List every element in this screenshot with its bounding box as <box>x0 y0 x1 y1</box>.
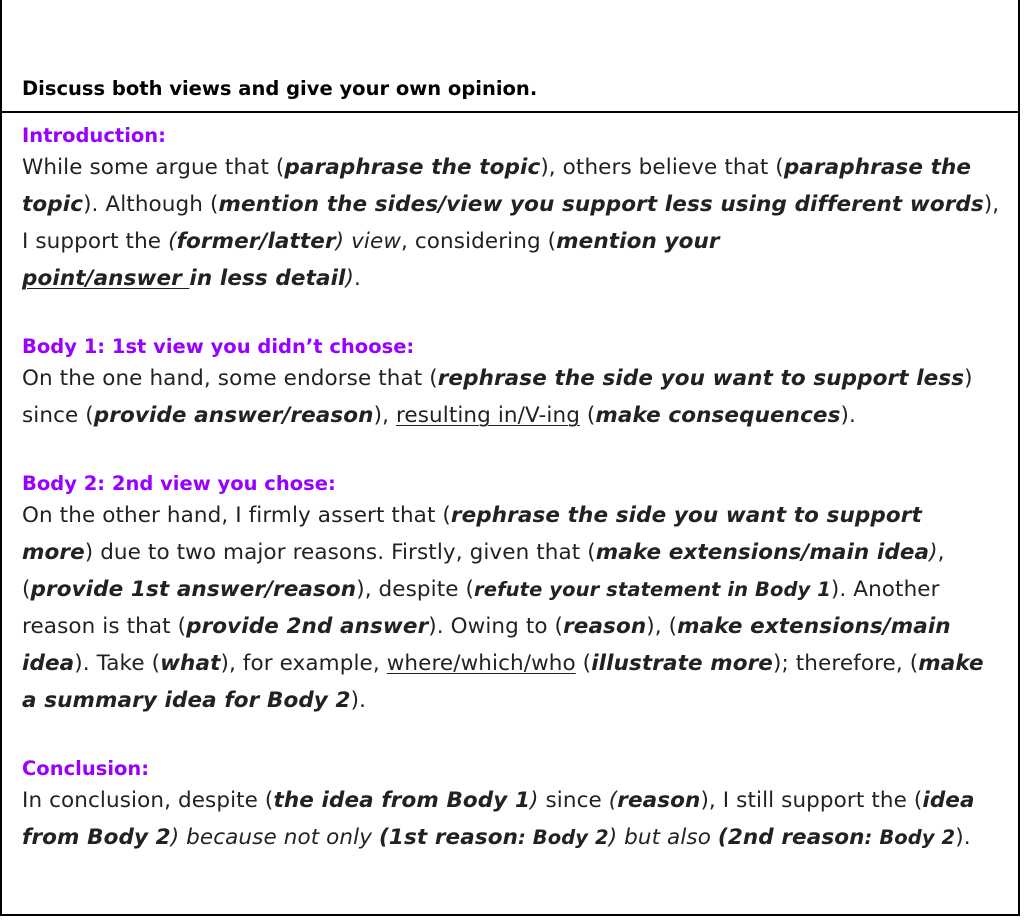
intro-placeholder-2: paraphrase the topic <box>22 155 972 217</box>
intro-placeholder-6: in less detail <box>189 266 346 291</box>
intro-italic-3: ) <box>345 266 355 291</box>
body2-text-1: On the other hand, I firmly assert that ( <box>22 503 451 528</box>
body2-placeholder-2: make extensions/main idea <box>595 540 930 565</box>
intro-italic-2: ) view <box>335 229 402 254</box>
conclusion-text-3: ), I still support the ( <box>700 788 923 813</box>
intro-placeholder-4: former/latter <box>176 229 336 254</box>
body2-text-4: ), despite ( <box>356 577 475 602</box>
intro-italic-1: ( <box>168 229 177 254</box>
body2-text-3: , ( <box>22 540 945 602</box>
body1-heading: Body 1: 1st view you didn’t choose: <box>22 335 415 358</box>
body2-placeholder-4: refute your statement in Body 1 <box>474 578 831 601</box>
body1-text-2: ) since ( <box>22 366 973 428</box>
body2-text-9: ), for example, <box>220 651 387 676</box>
intro-placeholder-5: mention your <box>556 229 720 254</box>
body2-heading: Body 2: 2nd view you chose: <box>22 472 336 495</box>
body1-text-1: On the one hand, some endorse that ( <box>22 366 438 391</box>
conclusion-italic-3: ) because not only <box>170 825 379 850</box>
conclusion-placeholder-3: idea from Body 2 <box>22 788 975 850</box>
body2-text-2: ) due to two major reasons. Firstly, given that ( <box>84 540 596 565</box>
body1-text-5: ). <box>840 403 856 428</box>
body2-italic-1: ) <box>929 540 938 565</box>
body2-placeholder-6: reason <box>563 614 647 639</box>
intro-placeholder-3: mention the sides/view you support less using different words <box>218 192 984 217</box>
conclusion-placeholder-6: (2nd reason <box>717 825 865 850</box>
spacer <box>22 719 1000 756</box>
body1-text-4: ( <box>579 403 596 428</box>
body2-underlined-text: where/which/who <box>386 651 576 676</box>
body2-placeholder-3: provide 1st answer/reason <box>30 577 357 602</box>
intro-underlined-placeholder: point/answer <box>22 266 190 291</box>
body2-text-6: ). Owing to ( <box>428 614 564 639</box>
conclusion-paragraph <box>22 782 1000 856</box>
intro-text-3: ). Although ( <box>83 192 219 217</box>
conclusion-text-2: since <box>538 788 609 813</box>
body2-placeholder-9: illustrate more <box>591 651 773 676</box>
body1-paragraph <box>22 360 1000 434</box>
body2-text-11: ); therefore, ( <box>773 651 919 676</box>
intro-placeholder-1: paraphrase the topic <box>284 155 541 180</box>
body2-text-7: ), ( <box>646 614 678 639</box>
intro-text-2: ), others believe that ( <box>540 155 784 180</box>
body1-placeholder-3: make consequences <box>595 403 841 428</box>
spacer <box>22 297 1000 334</box>
conclusion-italic-4: ) but also <box>608 825 718 850</box>
body2-text-5: ). Another reason is that ( <box>22 577 940 639</box>
body1-placeholder-2: provide answer/reason <box>93 403 374 428</box>
intro-text-1: While some argue that ( <box>22 155 285 180</box>
introduction-heading: Introduction: <box>22 124 166 147</box>
conclusion-italic-1: ) <box>530 788 539 813</box>
conclusion-placeholder-4: (1st reason <box>378 825 518 850</box>
intro-text-4: ), I support the <box>22 192 1000 254</box>
conclusion-placeholder-7: : Body 2 <box>864 826 956 849</box>
task-instruction: Discuss both views and give your own opinion. <box>2 0 1018 113</box>
conclusion-placeholder-2: reason <box>617 788 701 813</box>
conclusion-text-1: In conclusion, despite ( <box>22 788 274 813</box>
conclusion-text-4: ). <box>955 825 971 850</box>
body2-placeholder-10: make a summary idea for Body 2 <box>22 651 984 713</box>
conclusion-placeholder-5: : Body 2 <box>518 826 609 849</box>
conclusion-heading: Conclusion: <box>22 757 150 780</box>
body2-text-10: ( <box>575 651 592 676</box>
body2-placeholder-7: make extensions/main idea <box>22 614 951 676</box>
body2-placeholder-5: provide 2nd answer <box>186 614 429 639</box>
essay-template <box>2 113 1018 856</box>
body2-paragraph <box>22 497 1000 719</box>
body1-placeholder-1: rephrase the side you want to support less <box>437 366 965 391</box>
spacer <box>22 434 1000 471</box>
conclusion-italic-2: ( <box>608 788 618 813</box>
body2-placeholder-8: what <box>160 651 221 676</box>
intro-text-6: . <box>354 266 361 291</box>
body1-text-3: ), <box>373 403 396 428</box>
intro-text-5: , considering ( <box>401 229 557 254</box>
body1-underlined-text: resulting in/V-ing <box>395 403 580 428</box>
body2-text-12: ). <box>350 688 367 713</box>
body2-text-8: ). Take ( <box>74 651 161 676</box>
introduction-paragraph <box>22 149 1000 297</box>
conclusion-placeholder-1: the idea from Body 1 <box>273 788 531 813</box>
body2-placeholder-1: rephrase the side you want to support more <box>22 503 922 565</box>
